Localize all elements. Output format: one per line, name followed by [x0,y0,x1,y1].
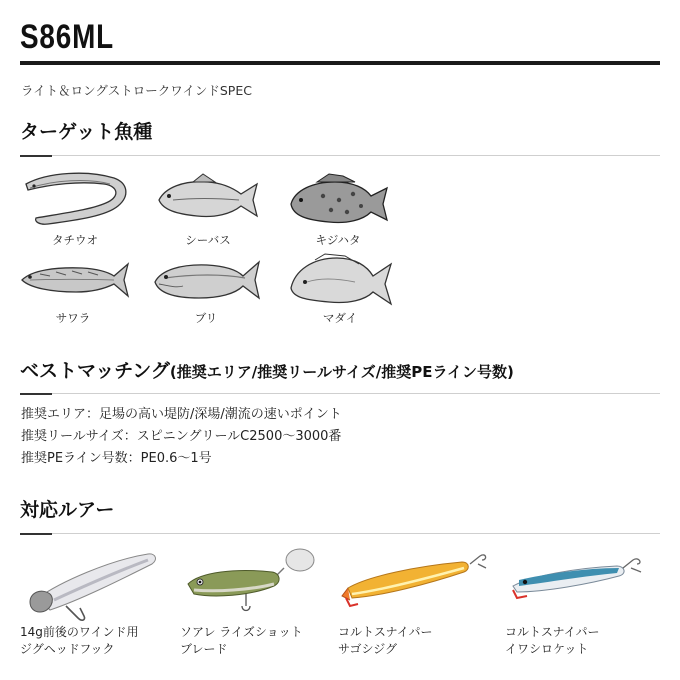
fish-item-buri [146,252,266,326]
recommended-area: 推奨エリア：足場の高い堤防/深場/潮流の速いポイント [21,407,342,422]
lures-divider [20,533,660,534]
best-matching-list [21,404,342,470]
red-seabream-icon [285,252,395,308]
lure-label-line2: ブレード [180,642,228,656]
lure-label-line2: イワシロケット [505,642,589,656]
lure-item-sardine-rocket [505,546,655,658]
lures-heading: 対応ルアー [20,499,115,521]
lure-label-line2: ジグヘッドフック [20,642,115,656]
spec-subtitle: ライト＆ロングストロークワインドSPEC [21,83,252,98]
lure-label-line1: コルトスナイパー [505,625,600,639]
fish-item-madai [280,252,400,326]
lure-label-line1: 14g前後のワインド用 [20,625,139,639]
blade-bait-icon [180,546,320,624]
fish-item-seabass [148,170,268,248]
target-fish-divider [20,155,660,156]
model-title: S86ML [20,18,114,56]
best-matching-title: ベストマッチング [20,360,170,382]
lure-item-blade [180,546,330,658]
orange-jig-icon [338,546,488,624]
sardine-jig-icon [505,546,655,624]
target-fish-heading: ターゲット魚種 [20,121,153,143]
lure-item-sagoshi-jig [338,546,488,658]
best-matching-heading [20,356,514,383]
title-divider [20,61,660,65]
lure-label-line1: ソアレ ライズショット [180,625,303,639]
best-matching-divider [20,393,660,394]
fish-label: シーバス [185,233,231,247]
spanish-mackerel-icon [16,252,131,308]
recommended-reel-size: 推奨リールサイズ：スピニングリールC2500〜3000番 [21,429,342,444]
fish-label: ブリ [194,311,218,325]
fish-item-tachiuo [15,170,135,248]
fish-item-kijihata [278,170,398,248]
lure-item-jighead [20,546,170,658]
lure-label-line2: サゴシジグ [338,642,397,656]
seabass-icon [153,170,263,230]
fish-label: タチウオ [52,233,98,247]
lure-label-line1: コルトスナイパー [338,625,433,639]
cutlassfish-icon [18,170,133,230]
fish-label: キジハタ [315,233,361,247]
fish-item-sawara [13,252,133,326]
recommended-pe-line: 推奨PEライン号数：PE0.6〜1号 [21,451,212,466]
best-matching-subtitle: (推奨エリア/推奨リールサイズ/推奨PEライン号数) [169,363,514,381]
fish-label: マダイ [322,311,358,325]
grouper-icon [283,170,393,230]
yellowtail-icon [149,252,264,308]
fish-label: サワラ [55,311,91,325]
jighead-worm-icon [20,546,160,624]
